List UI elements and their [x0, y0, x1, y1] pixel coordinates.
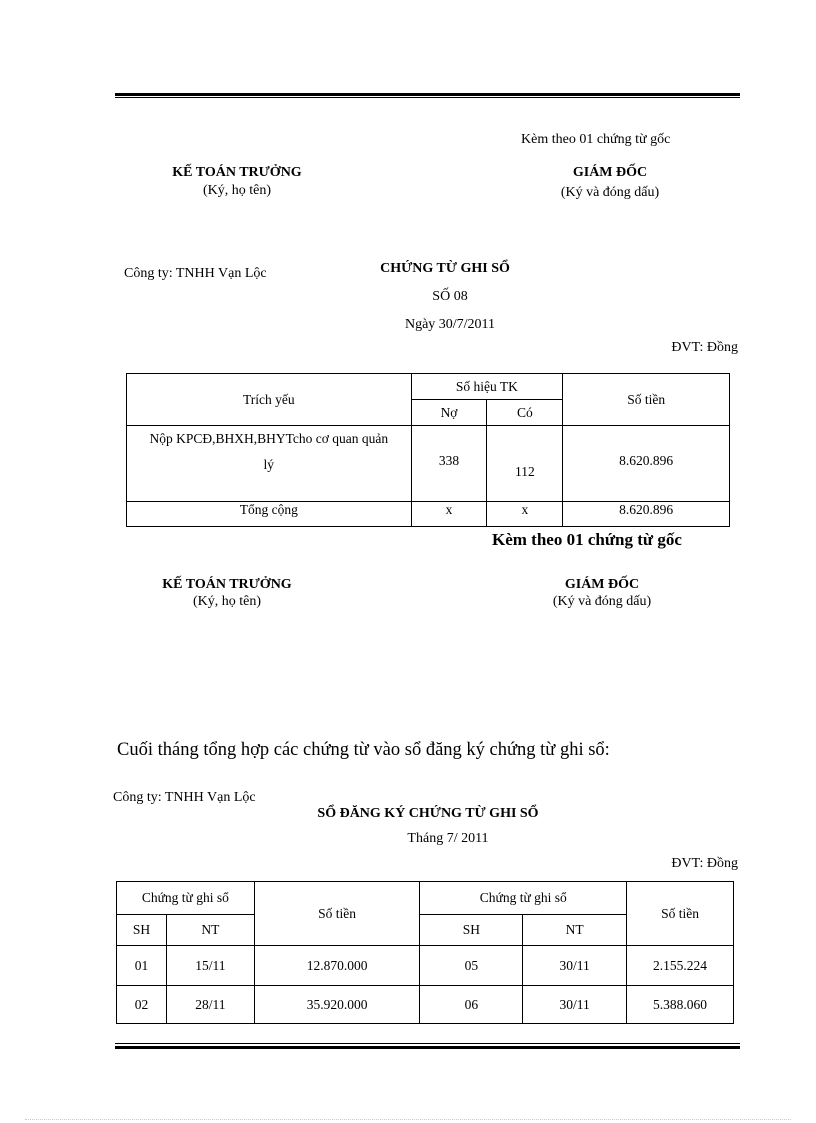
voucher-chief-accountant-title: KẾ TOÁN TRƯỞNG: [162, 577, 292, 592]
cell-nt1: 28/11: [166, 986, 254, 1024]
top-chief-accountant-note: (Ký, họ tên): [202, 183, 272, 198]
cell-nt2: 30/11: [523, 946, 627, 986]
header-rule-thick: [115, 93, 740, 96]
table-row: [117, 946, 734, 986]
header-rule-thin: [115, 97, 740, 98]
total-row: [127, 502, 730, 527]
top-director-note: (Ký và đóng dấu): [560, 185, 660, 200]
cell-amount1: 35.920.000: [254, 986, 420, 1024]
header-amount: Số tiền: [563, 374, 730, 426]
voucher-director-note: (Ký và đóng dấu): [552, 594, 652, 609]
cell-amount2: 5.388.060: [627, 986, 734, 1024]
voucher-number: SỐ 08: [432, 289, 468, 304]
register-month: Tháng 7/ 2011: [407, 831, 489, 846]
total-credit: x: [487, 502, 563, 527]
header-amount-2: Số tiền: [627, 882, 734, 946]
row-credit: 112: [487, 426, 563, 502]
row-description-line1: Nộp KPCĐ,BHXH,BHYTcho cơ quan quản: [149, 431, 389, 446]
top-chief-accountant-title: KẾ TOÁN TRƯỞNG: [172, 165, 302, 180]
total-amount: 8.620.896: [563, 502, 730, 527]
total-debit: x: [411, 502, 487, 527]
row-description-line2: lý: [263, 457, 275, 472]
top-director-title: GIÁM ĐỐC: [572, 165, 648, 180]
table-row: [127, 426, 730, 502]
cell-sh2: 06: [420, 986, 523, 1024]
footer-rule-thick: [115, 1046, 740, 1049]
header-account-group: Số hiệu TK: [411, 374, 563, 400]
voucher-company: Công ty: TNHH Vạn Lộc: [124, 266, 267, 281]
summary-heading: Cuối tháng tổng hợp các chứng từ vào sổ đăng ký chứng từ ghi sổ:: [117, 740, 610, 760]
cell-sh2: 05: [420, 946, 523, 986]
voucher-director-title: GIÁM ĐỐC: [564, 577, 640, 592]
footer-rule-thin: [115, 1043, 740, 1044]
cell-nt2: 30/11: [523, 986, 627, 1024]
register-company: Công ty: TNHH Vạn Lộc: [113, 790, 256, 805]
voucher-title: CHỨNG TỪ GHI SỔ: [380, 261, 510, 276]
header-sh-1: SH: [117, 915, 167, 946]
register-title: SỔ ĐĂNG KÝ CHỨNG TỪ GHI SỔ: [317, 806, 539, 821]
row-amount: 8.620.896: [563, 426, 730, 502]
register-table: [116, 881, 734, 1024]
row-description: [127, 426, 412, 502]
cell-sh1: 01: [117, 946, 167, 986]
header-nt-2: NT: [523, 915, 627, 946]
header-voucher-group-2: Chứng từ ghi sổ: [420, 882, 627, 915]
header-description: Trích yếu: [127, 374, 412, 426]
header-debit: Nợ: [411, 400, 487, 426]
header-voucher-group-1: Chứng từ ghi sổ: [117, 882, 255, 915]
voucher-table: [126, 373, 730, 527]
cell-sh1: 02: [117, 986, 167, 1024]
table-row: [117, 986, 734, 1024]
total-label: Tổng cộng: [127, 502, 412, 527]
voucher-attachment-note: Kèm theo 01 chứng từ gốc: [492, 530, 682, 549]
voucher-date: Ngày 30/7/2011: [404, 317, 496, 332]
header-sh-2: SH: [420, 915, 523, 946]
voucher-unit: ĐVT: Đồng: [671, 340, 738, 355]
header-nt-1: NT: [166, 915, 254, 946]
register-unit: ĐVT: Đồng: [671, 856, 738, 871]
page-bottom-dotted-line: [25, 1119, 791, 1120]
cell-amount1: 12.870.000: [254, 946, 420, 986]
cell-amount2: 2.155.224: [627, 946, 734, 986]
cell-nt1: 15/11: [166, 946, 254, 986]
voucher-chief-accountant-note: (Ký, họ tên): [192, 594, 262, 609]
top-attachment-note: Kèm theo 01 chứng từ gốc: [521, 132, 671, 147]
header-amount-1: Số tiền: [254, 882, 420, 946]
header-credit: Có: [487, 400, 563, 426]
row-debit: 338: [411, 426, 487, 502]
